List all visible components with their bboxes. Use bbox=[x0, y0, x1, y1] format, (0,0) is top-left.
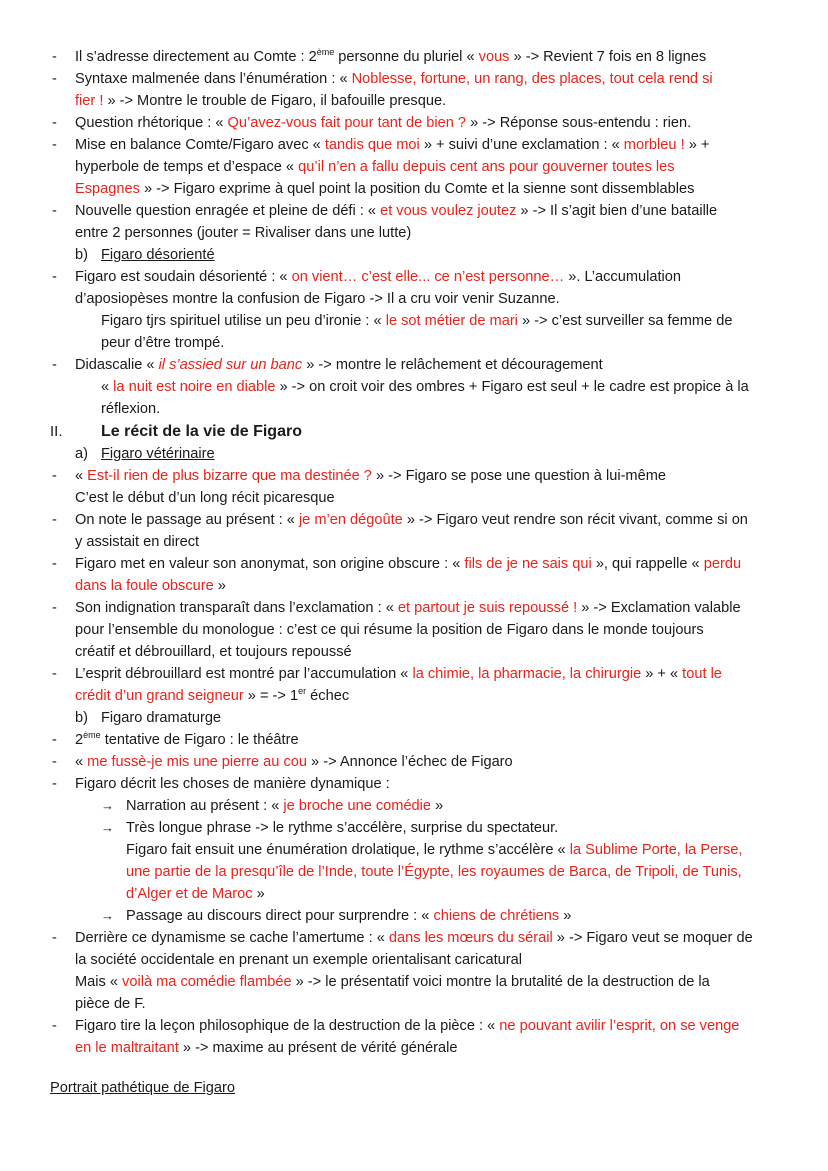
bullet-line bbox=[0, 553, 828, 575]
bullet-line bbox=[0, 773, 828, 795]
text-run: Son indignation transparaît dans l’exclamation : « bbox=[75, 600, 398, 616]
bullet-line bbox=[0, 354, 828, 376]
dash-marker: - bbox=[52, 512, 57, 528]
quoted-text: fils de je ne sais qui bbox=[464, 556, 592, 572]
quoted-text: morbleu ! bbox=[623, 137, 685, 153]
text-run: Figaro vétérinaire bbox=[101, 446, 215, 462]
bullet-line bbox=[0, 266, 828, 288]
text-run: Figaro décrit les choses de manière dynamique : bbox=[75, 776, 390, 792]
text-run: Nouvelle question enragée et pleine de défi : « bbox=[75, 203, 381, 219]
superscript: ème bbox=[316, 47, 335, 58]
text-run: On note le passage au présent : « bbox=[75, 512, 299, 528]
text-run: Très longue phrase -> le rythme s’accélère, surprise du spectateur. bbox=[126, 820, 559, 836]
text-run: hyperbole de temps et d’espace « bbox=[75, 159, 299, 175]
quoted-text: Qu’avez-vous fait pour tant de bien ? bbox=[227, 115, 467, 131]
text-run: » bbox=[252, 886, 265, 902]
subsection-heading bbox=[0, 244, 828, 266]
quoted-text: qu’il n’en a fallu depuis cent ans pour gouverner toutes les bbox=[298, 159, 675, 175]
quoted-text: je m’en dégoûte bbox=[298, 512, 403, 528]
dash-marker: - bbox=[52, 115, 57, 131]
quoted-text: tout le bbox=[682, 666, 722, 682]
text-run: » = -> 1 bbox=[243, 688, 299, 704]
quoted-text: et vous voulez joutez bbox=[380, 203, 517, 219]
section-number: b) bbox=[75, 247, 88, 263]
text-run: y assistait en direct bbox=[75, 534, 200, 550]
subsection-heading bbox=[0, 443, 828, 465]
text-run: » -> le présentatif voici montre la brutalité de la destruction de la bbox=[291, 974, 710, 990]
text-run: » -> maxime au présent de vérité générale bbox=[178, 1040, 458, 1056]
text-run: » -> Il s’agit bien d’une bataille bbox=[516, 203, 718, 219]
subsection-heading bbox=[0, 707, 828, 729]
text-run: Figaro met en valeur son anonymat, son origine obscure : « bbox=[75, 556, 465, 572]
text-run: » -> c’est surveiller sa femme de bbox=[517, 313, 733, 329]
text-run: réflexion. bbox=[101, 401, 161, 417]
dash-marker: - bbox=[52, 732, 57, 748]
bullet-line bbox=[0, 112, 828, 134]
continuation-line bbox=[0, 90, 828, 112]
indented-line bbox=[0, 883, 828, 905]
quoted-text: perdu bbox=[703, 556, 742, 572]
bullet-line bbox=[0, 729, 828, 751]
text-run: « bbox=[101, 379, 114, 395]
text-run: » -> Exclamation valable bbox=[577, 600, 741, 616]
quoted-text: d’Alger et de Maroc bbox=[126, 886, 253, 902]
quoted-text: on vient… c’est elle... ce n’est personne… bbox=[291, 269, 565, 285]
bullet-line bbox=[0, 751, 828, 773]
bullet-line bbox=[0, 134, 828, 156]
text-run: Syntaxe malmenée dans l’énumération : « bbox=[75, 71, 352, 87]
closing-heading bbox=[0, 1077, 828, 1099]
continuation-line bbox=[0, 178, 828, 200]
text-run: entre 2 personnes (jouter = Rivaliser dans une lutte) bbox=[75, 225, 412, 241]
text-run: » + suivi d’une exclamation : « bbox=[419, 137, 624, 153]
text-run: » bbox=[431, 798, 444, 814]
dash-marker: - bbox=[52, 1018, 57, 1034]
text-run: » -> Revient 7 fois en 8 lignes bbox=[509, 49, 707, 65]
dash-marker: - bbox=[52, 754, 57, 770]
quoted-text: me fussè-je mis une pierre au cou bbox=[87, 754, 307, 770]
arrow-bullet-line bbox=[0, 795, 828, 817]
quoted-text: il s’assied sur un banc bbox=[158, 357, 303, 373]
text-run: tentative de Figaro : le théâtre bbox=[100, 732, 299, 748]
text-run: » -> Figaro se pose une question à lui-même bbox=[371, 468, 666, 484]
text-run: personne du pluriel « bbox=[334, 49, 479, 65]
quoted-text: fier ! bbox=[75, 93, 104, 109]
quoted-text: vous bbox=[478, 49, 510, 65]
indented-line bbox=[0, 861, 828, 883]
superscript: ème bbox=[83, 730, 101, 741]
text-run: Le récit de la vie de Figaro bbox=[101, 423, 302, 440]
indented-line bbox=[0, 332, 828, 354]
text-run: pour l’ensemble du monologue : c’est ce qui résume la position de Figaro dans le monde toujours bbox=[75, 622, 704, 638]
text-run: Figaro dramaturge bbox=[101, 710, 222, 726]
text-run: » -> Annonce l’échec de Figaro bbox=[307, 754, 513, 770]
quoted-text: une partie de la presqu’île de l’Inde, toute l’Égypte, les royaumes de Barca, de Tripoli, de Tunis, bbox=[126, 864, 742, 880]
section-heading bbox=[0, 421, 828, 443]
text-run: C’est le début d’un long récit picaresque bbox=[75, 490, 335, 506]
text-run: Figaro tire la leçon philosophique de la destruction de la pièce : « bbox=[75, 1018, 500, 1034]
quoted-text: chiens de chrétiens bbox=[433, 908, 560, 924]
text-run: » -> Montre le trouble de Figaro, il bafouille presque. bbox=[103, 93, 447, 109]
bullet-line bbox=[0, 68, 828, 90]
dash-marker: - bbox=[52, 666, 57, 682]
text-run: Didascalie « bbox=[75, 357, 159, 373]
continuation-line bbox=[0, 971, 828, 993]
quoted-text: dans la foule obscure bbox=[75, 578, 214, 594]
quoted-text: je broche une comédie bbox=[283, 798, 432, 814]
indented-line bbox=[0, 376, 828, 398]
quoted-text: ne pouvant avilir l’esprit, on se venge bbox=[499, 1018, 740, 1034]
text-run: », qui rappelle « bbox=[591, 556, 704, 572]
text-run: ». L’accumulation bbox=[564, 269, 681, 285]
superscript: er bbox=[298, 686, 307, 697]
bullet-line bbox=[0, 927, 828, 949]
quoted-text: la chimie, la pharmacie, la chirurgie bbox=[412, 666, 642, 682]
quoted-text: voilà ma comédie flambée bbox=[122, 974, 292, 990]
dash-marker: - bbox=[52, 930, 57, 946]
text-run: Mais « bbox=[75, 974, 123, 990]
text-run: créatif et débrouillard, et toujours repoussé bbox=[75, 644, 352, 660]
text-run: » + « bbox=[641, 666, 683, 682]
text-run: Question rhétorique : « bbox=[75, 115, 228, 131]
quoted-text: Noblesse, fortune, un rang, des places, tout cela rend si bbox=[351, 71, 713, 87]
quoted-text: la nuit est noire en diable bbox=[113, 379, 276, 395]
quoted-text: dans les mœurs du sérail bbox=[388, 930, 553, 946]
arrow-icon: → bbox=[101, 908, 114, 923]
dash-marker: - bbox=[52, 600, 57, 616]
bullet-line bbox=[0, 200, 828, 222]
text-run: pièce de F. bbox=[75, 996, 146, 1012]
section-number: II. bbox=[50, 423, 63, 440]
dash-marker: - bbox=[52, 137, 57, 153]
text-run: » -> Figaro exprime à quel point la position du Comte et la sienne sont dissemblables bbox=[139, 181, 695, 197]
bullet-line bbox=[0, 663, 828, 685]
section-number: a) bbox=[75, 446, 88, 462]
text-run: échec bbox=[306, 688, 350, 704]
text-run: « bbox=[75, 754, 88, 770]
text-run: peur d’être trompé. bbox=[101, 335, 225, 351]
text-run: Derrière ce dynamisme se cache l’amertume : « bbox=[75, 930, 389, 946]
indented-line bbox=[0, 310, 828, 332]
indented-line bbox=[0, 398, 828, 420]
continuation-line bbox=[0, 619, 828, 641]
continuation-line bbox=[0, 685, 828, 707]
bullet-line bbox=[0, 465, 828, 487]
text-run: » -> Figaro veut rendre son récit vivant, comme si on bbox=[402, 512, 748, 528]
dash-marker: - bbox=[52, 203, 57, 219]
continuation-line bbox=[0, 641, 828, 663]
text-run: Il s’adresse directement au Comte : 2 bbox=[75, 49, 317, 65]
text-run: » -> Réponse sous-entendu : rien. bbox=[466, 115, 692, 131]
continuation-line bbox=[0, 222, 828, 244]
continuation-line bbox=[0, 288, 828, 310]
text-run: Passage au discours direct pour surprendre : « bbox=[126, 908, 434, 924]
bullet-line bbox=[0, 1015, 828, 1037]
continuation-line bbox=[0, 949, 828, 971]
text-run: 2 bbox=[75, 732, 84, 748]
quoted-text: Espagnes bbox=[75, 181, 140, 197]
arrow-bullet-line bbox=[0, 905, 828, 927]
text-run: Figaro désorienté bbox=[101, 247, 215, 263]
text-run: Figaro est soudain désorienté : « bbox=[75, 269, 292, 285]
text-run: » + bbox=[684, 137, 710, 153]
text-run: d’aposiopèses montre la confusion de Figaro -> Il a cru voir venir Suzanne. bbox=[75, 291, 560, 307]
dash-marker: - bbox=[52, 71, 57, 87]
text-run: » -> montre le relâchement et découragement bbox=[302, 357, 603, 373]
bullet-line bbox=[0, 597, 828, 619]
text-run: Figaro fait ensuit une énumération drolatique, le rythme s’accélère « bbox=[126, 842, 570, 858]
quoted-text: Est-il rien de plus bizarre que ma destinée ? bbox=[87, 468, 372, 484]
quoted-text: le sot métier de mari bbox=[385, 313, 518, 329]
dash-marker: - bbox=[52, 776, 57, 792]
continuation-line bbox=[0, 156, 828, 178]
continuation-line bbox=[0, 487, 828, 509]
text-run: Portrait pathétique de Figaro bbox=[50, 1080, 235, 1096]
text-run: L’esprit débrouillard est montré par l’accumulation « bbox=[75, 666, 413, 682]
section-number: b) bbox=[75, 710, 88, 726]
dash-marker: - bbox=[52, 468, 57, 484]
arrow-icon: → bbox=[101, 798, 114, 813]
quoted-text: tandis que moi bbox=[324, 137, 420, 153]
indented-line bbox=[0, 839, 828, 861]
text-run: » -> Figaro veut se moquer de bbox=[552, 930, 753, 946]
continuation-line bbox=[0, 993, 828, 1015]
text-run: « bbox=[75, 468, 88, 484]
quoted-text: en le maltraitant bbox=[75, 1040, 179, 1056]
text-run: Figaro tjrs spirituel utilise un peu d’ironie : « bbox=[101, 313, 386, 329]
dash-marker: - bbox=[52, 556, 57, 572]
quoted-text: crédit d’un grand seigneur bbox=[75, 688, 244, 704]
text-run: la société occidentale en prenant un exemple orientalisant caricatural bbox=[75, 952, 522, 968]
arrow-icon: → bbox=[101, 820, 114, 835]
continuation-line bbox=[0, 1037, 828, 1059]
text-run: Narration au présent : « bbox=[126, 798, 284, 814]
document-page bbox=[0, 46, 828, 1099]
bullet-line bbox=[0, 509, 828, 531]
text-run: Mise en balance Comte/Figaro avec « bbox=[75, 137, 325, 153]
text-run: » bbox=[559, 908, 572, 924]
continuation-line bbox=[0, 575, 828, 597]
arrow-bullet-line bbox=[0, 817, 828, 839]
quoted-text: et partout je suis repoussé ! bbox=[397, 600, 578, 616]
quoted-text: la Sublime Porte, la Perse, bbox=[569, 842, 743, 858]
continuation-line bbox=[0, 531, 828, 553]
text-run: » -> on croit voir des ombres + Figaro est seul + le cadre est propice à la bbox=[275, 379, 749, 395]
bullet-line bbox=[0, 46, 828, 68]
dash-marker: - bbox=[52, 269, 57, 285]
dash-marker: - bbox=[52, 49, 57, 65]
dash-marker: - bbox=[52, 357, 57, 373]
text-run: » bbox=[213, 578, 226, 594]
